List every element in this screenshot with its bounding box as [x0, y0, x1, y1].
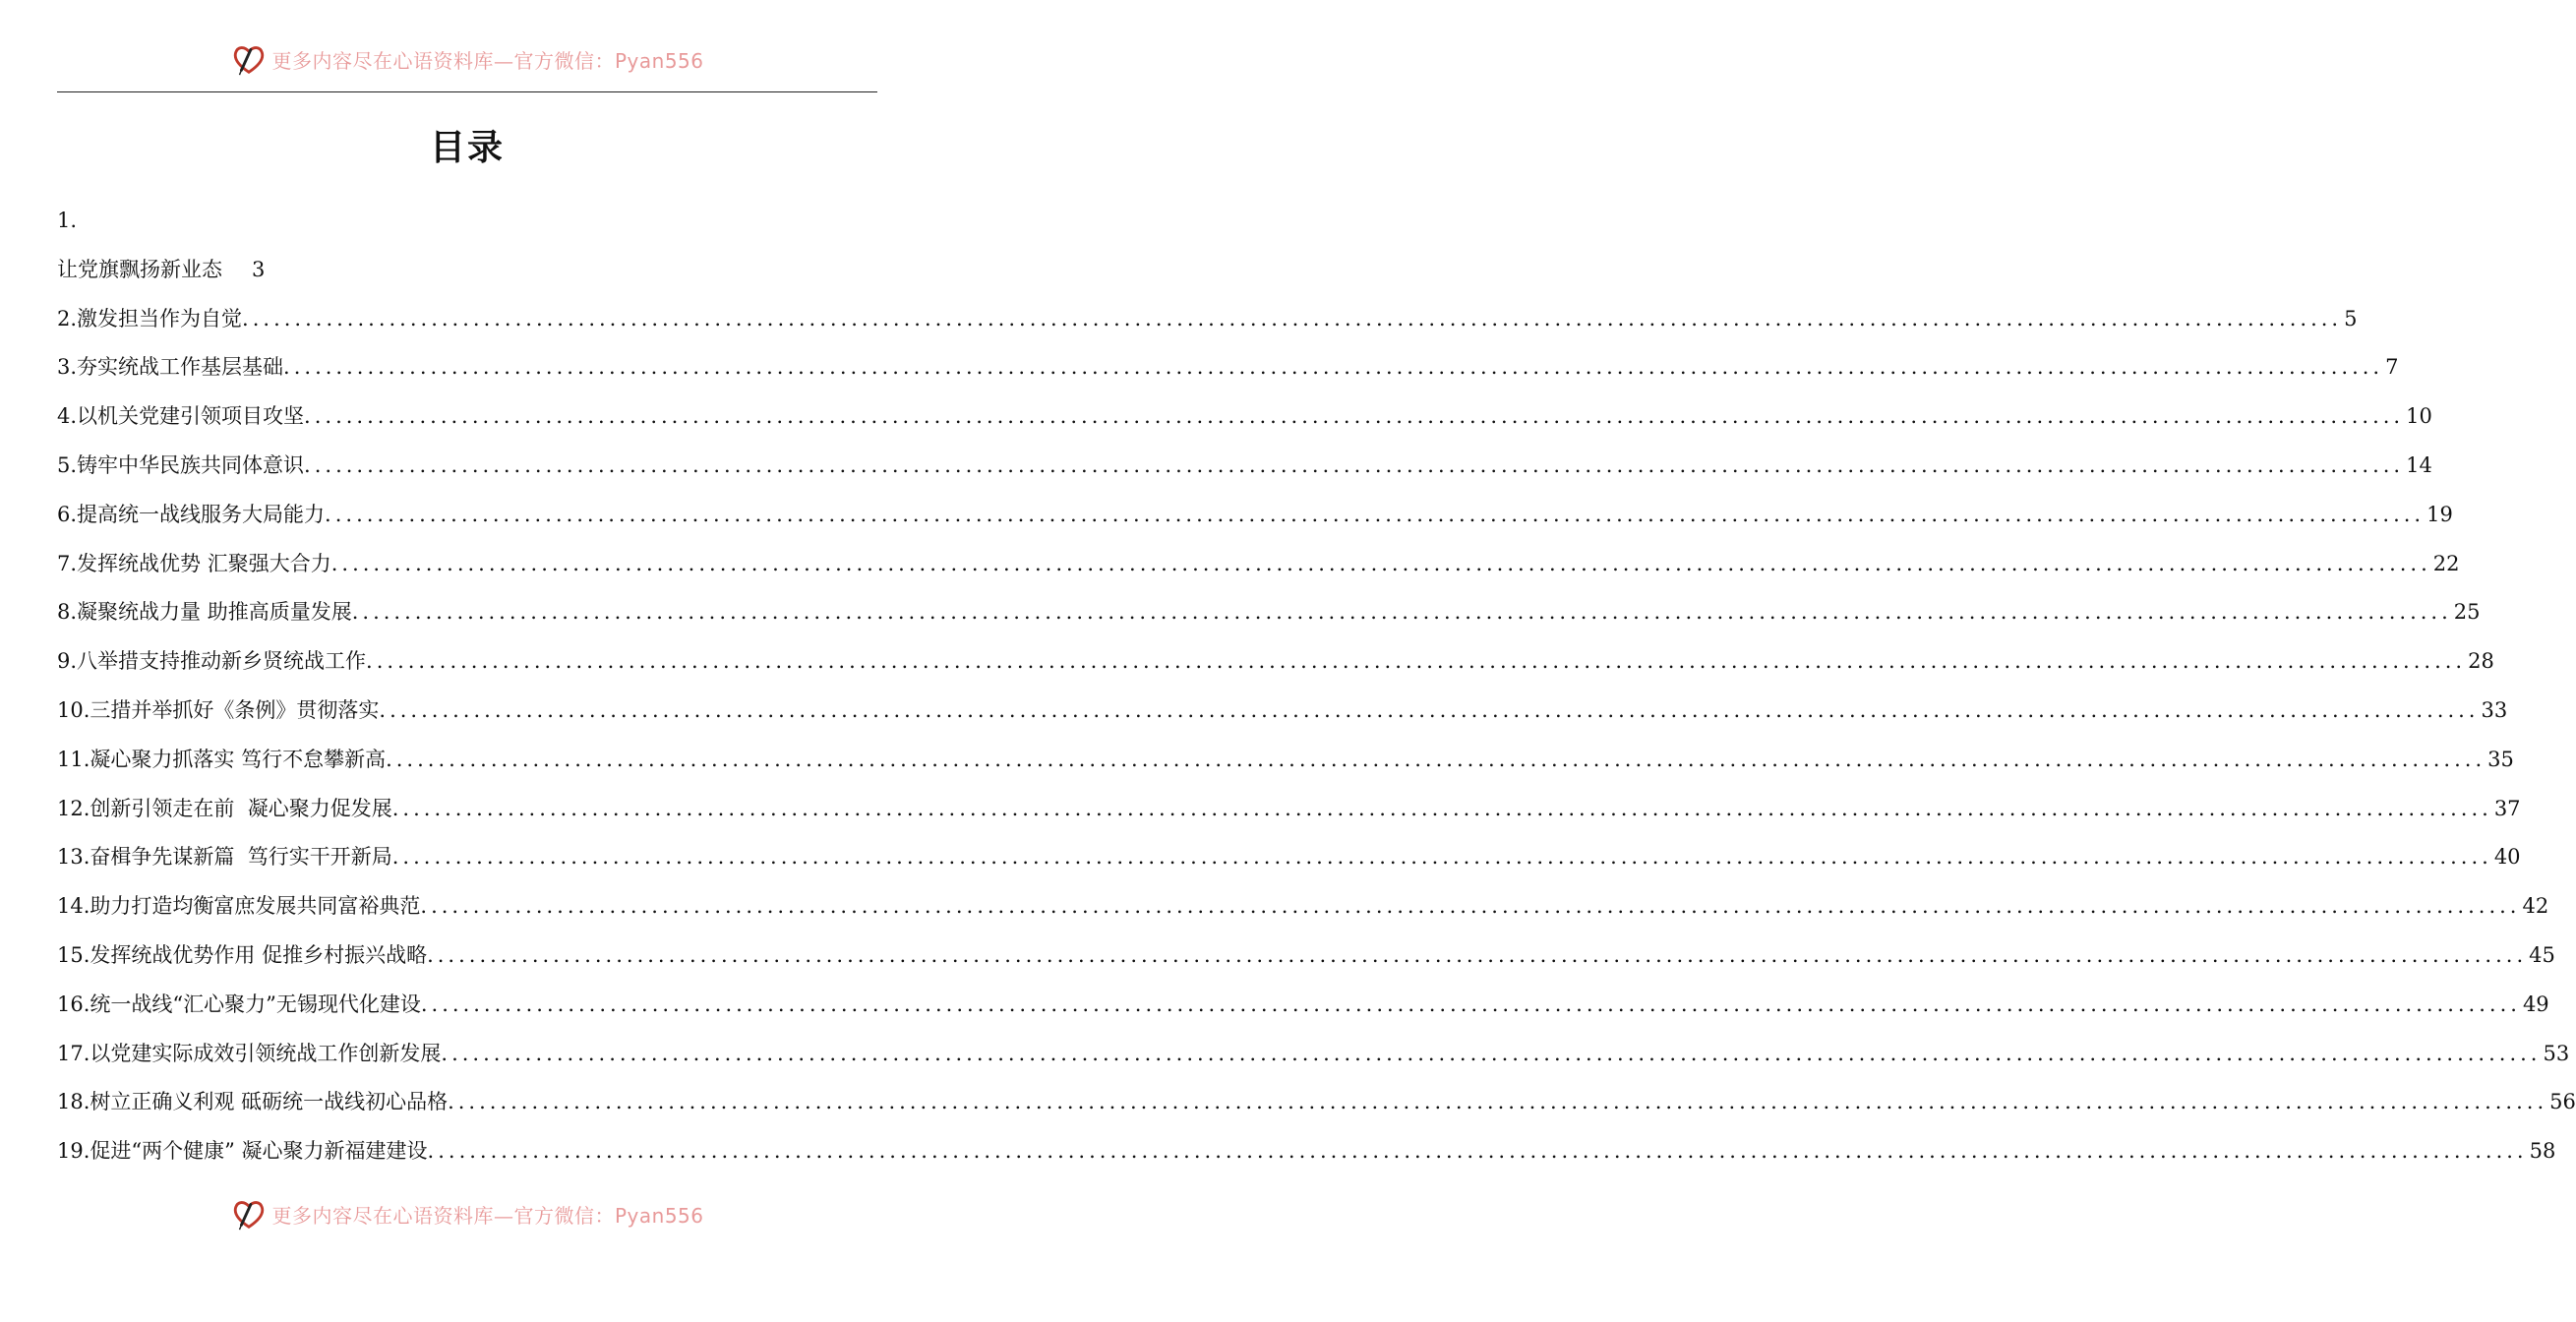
toc-entry-title: 15.发挥统战优势作用 促推乡村振兴战略	[57, 942, 428, 967]
toc-entry-title: 17.以党建实际成效引领统战工作创新发展	[57, 1041, 442, 1065]
toc-entry-title: 18.树立正确义利观 砥砺统一战线初心品格	[57, 1090, 449, 1114]
toc-entry-title: 19.促进“两个健康” 凝心聚力新福建建设	[57, 1139, 428, 1164]
toc-first-number: 1.	[57, 209, 78, 232]
header-brand-text: 更多内容尽在心语资料库—官方微信：Pyan556	[271, 48, 704, 73]
toc-entry-title: 让党旗飘扬新业态	[57, 257, 222, 281]
toc-entry[interactable]	[57, 736, 2514, 785]
toc-entry-page: 45	[2529, 942, 2555, 967]
toc-leader-dots: ........................................................................................................................................................................................................	[391, 796, 2492, 820]
toc-entry-title: 12.创新引领走在前 凝心聚力促发展	[57, 796, 392, 820]
toc-leader-dots: ........................................................................................................................................................................................................	[242, 306, 2343, 330]
toc-entry-title: 4.以机关党建引领项目攻坚	[57, 404, 305, 429]
toc-entry[interactable]	[57, 981, 2549, 1030]
toc-entry[interactable]	[57, 343, 2399, 392]
toc-entry-page: 3	[252, 257, 266, 281]
toc-leader-dots: ........................................................................................................................................................................................................	[304, 452, 2405, 477]
toc-entry-page: 28	[2468, 649, 2494, 674]
toc-leader-dots: ........................................................................................................................................................................................................	[283, 355, 2384, 380]
toc-entry-page: 40	[2493, 845, 2521, 870]
heart-pen-logo-icon	[230, 40, 268, 78]
toc-entry[interactable]	[57, 931, 2555, 981]
toc-leader-dots: ........................................................................................................................................................................................................	[427, 1139, 2528, 1164]
toc-leader-dots: ........................................................................................................................................................................................................	[420, 894, 2521, 919]
toc-entry-title: 13.奋楫争先谋新篇 笃行实干开新局	[57, 845, 392, 870]
toc-entry-page: 35	[2487, 747, 2514, 771]
toc-entry-page: 53	[2543, 1041, 2570, 1065]
toc-entry-page: 56	[2549, 1090, 2576, 1114]
toc-entry-page: 33	[2481, 697, 2508, 722]
header-divider	[57, 91, 877, 92]
heart-pen-logo-icon	[230, 1195, 268, 1232]
footer-banner	[0, 1192, 934, 1235]
toc-entry-title: 5.铸牢中华民族共同体意识	[57, 452, 305, 477]
toc-entry[interactable]	[57, 833, 2521, 882]
toc-leader-dots: ........................................................................................................................................................................................................	[330, 551, 2431, 575]
toc-entry[interactable]	[57, 1127, 2556, 1176]
toc-entry-page: 42	[2522, 894, 2549, 919]
toc-leader-dots: ........................................................................................................................................................................................................	[351, 600, 2452, 625]
toc-entry-title: 14.助力打造均衡富庶发展共同富裕典范	[57, 894, 421, 919]
toc-entry-title: 6.提高统一战线服务大局能力	[57, 502, 326, 526]
toc-entry[interactable]	[57, 882, 2549, 931]
toc-entry[interactable]	[57, 1030, 2570, 1079]
toc-entry[interactable]	[57, 785, 2521, 834]
toc-entry[interactable]	[57, 1078, 2576, 1127]
table-of-contents	[57, 197, 2576, 1176]
toc-entry-page: 14	[2406, 452, 2432, 477]
toc-entry[interactable]	[57, 637, 2494, 687]
toc-entry-page: 25	[2453, 600, 2481, 625]
toc-entry-title: 16.统一战线“汇心聚力”无锡现代化建设	[57, 992, 421, 1016]
toc-entry[interactable]	[57, 392, 2432, 442]
toc-entry-title: 2.激发担当作为自觉	[57, 306, 243, 330]
toc-entry-page: 7	[2385, 355, 2399, 380]
toc-entry-title: 8.凝聚统战力量 助推高质量发展	[57, 600, 352, 625]
toc-entry-page: 22	[2432, 551, 2460, 575]
toc-leader-dots: ........................................................................................................................................................................................................	[325, 502, 2426, 526]
toc-first-entry[interactable]	[57, 246, 877, 295]
toc-entry-title: 3.夯实统战工作基层基础	[57, 355, 284, 380]
toc-entry-title: 11.凝心聚力抓落实 笃行不怠攀新高	[57, 747, 387, 771]
toc-entry-page: 5	[2344, 306, 2358, 330]
toc-entry-title: 10.三措并举抓好《条例》贯彻落实	[57, 697, 380, 722]
toc-entry[interactable]	[57, 588, 2481, 637]
header-banner	[0, 37, 934, 81]
toc-entry[interactable]	[57, 295, 2358, 344]
toc-entry-page: 19	[2426, 502, 2453, 526]
toc-leader-dots: ........................................................................................................................................................................................................	[441, 1041, 2542, 1065]
toc-entry-title: 7.发挥统战优势 汇聚强大合力	[57, 551, 331, 575]
toc-entry[interactable]	[57, 540, 2460, 589]
toc-entry-list	[57, 295, 2576, 1176]
toc-leader-dots: ........................................................................................................................................................................................................	[379, 697, 2480, 722]
toc-leader-dots: ........................................................................................................................................................................................................	[366, 649, 2467, 674]
toc-entry-page: 10	[2406, 404, 2432, 429]
toc-entry-page: 49	[2522, 992, 2549, 1016]
footer-brand-text: 更多内容尽在心语资料库—官方微信：Pyan556	[271, 1203, 704, 1228]
toc-entry-title: 9.八举措支持推动新乡贤统战工作	[57, 649, 367, 674]
toc-entry[interactable]	[57, 491, 2453, 540]
toc-leader-dots: ........................................................................................................................................................................................................	[391, 845, 2492, 870]
toc-leader-dots: ........................................................................................................................................................................................................	[304, 404, 2405, 429]
page-title: 目录	[429, 127, 505, 168]
toc-entry[interactable]	[57, 442, 2432, 491]
toc-entry[interactable]	[57, 687, 2508, 736]
toc-leader-dots: ........................................................................................................................................................................................................	[427, 942, 2528, 967]
toc-leader-dots: ........................................................................................................................................................................................................	[386, 747, 2486, 771]
toc-leader-dots: ........................................................................................................................................................................................................	[420, 992, 2521, 1016]
toc-entry-page: 37	[2493, 796, 2521, 820]
toc-entry-page: 58	[2529, 1139, 2556, 1164]
toc-leader-dots: ........................................................................................................................................................................................................	[448, 1090, 2548, 1114]
